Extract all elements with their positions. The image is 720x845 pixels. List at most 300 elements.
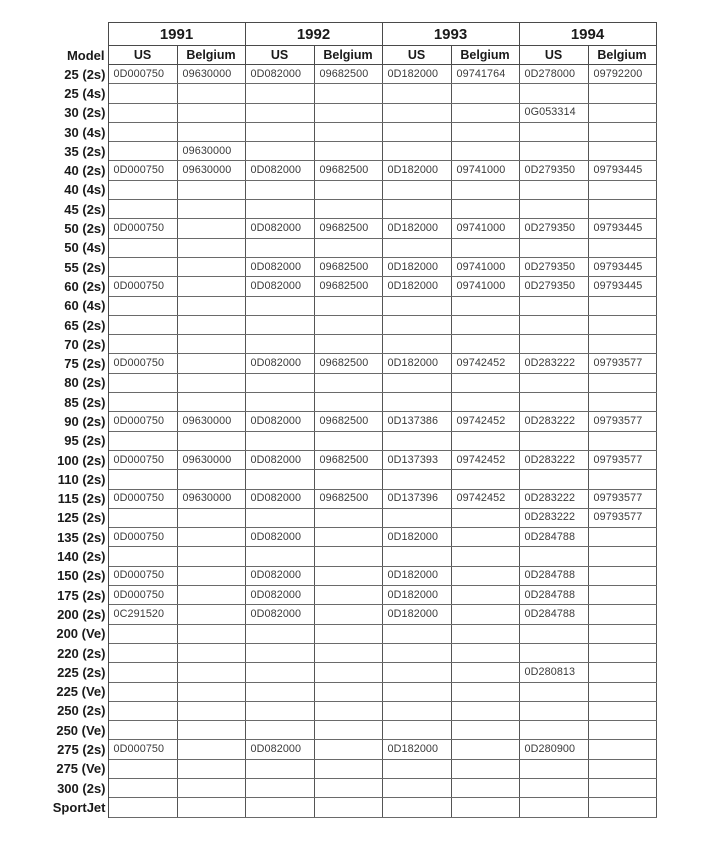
year-header-1992: 1992 xyxy=(245,23,382,46)
serial-cell-1991-us xyxy=(108,624,177,643)
serial-cell-1994-belgium xyxy=(588,547,656,566)
serial-cell-1994-us xyxy=(519,296,588,315)
serial-cell-1991-us xyxy=(108,84,177,103)
serial-cell-1994-belgium: 09793577 xyxy=(588,354,656,373)
serial-cell-1991-us xyxy=(108,778,177,797)
serial-cell-1991-us: 0D000750 xyxy=(108,450,177,469)
serial-cell-1991-belgium xyxy=(177,335,245,354)
region-header-row xyxy=(38,46,656,65)
serial-cell-1991-belgium xyxy=(177,238,245,257)
model-label: 200 (2s) xyxy=(38,605,108,624)
serial-cell-1991-us xyxy=(108,122,177,141)
serial-cell-1991-us xyxy=(108,393,177,412)
serial-cell-1992-belgium xyxy=(314,335,382,354)
table-row xyxy=(38,721,656,740)
serial-cell-1992-us: 0D082000 xyxy=(245,605,314,624)
serial-cell-1992-us: 0D082000 xyxy=(245,257,314,276)
serial-cell-1992-us xyxy=(245,721,314,740)
serial-cell-1991-us: 0D000750 xyxy=(108,219,177,238)
serial-cell-1993-belgium xyxy=(451,470,519,489)
serial-cell-1993-belgium xyxy=(451,335,519,354)
table-row xyxy=(38,122,656,141)
serial-cell-1991-us: 0D000750 xyxy=(108,412,177,431)
region-header-1994-belgium: Belgium xyxy=(588,46,656,65)
serial-cell-1992-us xyxy=(245,142,314,161)
serial-cell-1992-belgium xyxy=(314,103,382,122)
serial-cell-1992-us xyxy=(245,682,314,701)
table-row xyxy=(38,393,656,412)
serial-cell-1992-us xyxy=(245,373,314,392)
serial-cell-1992-us xyxy=(245,778,314,797)
serial-cell-1993-belgium xyxy=(451,200,519,219)
serial-cell-1993-us: 0D182000 xyxy=(382,277,451,296)
serial-cell-1994-us: 0D283222 xyxy=(519,508,588,527)
model-label: 175 (2s) xyxy=(38,586,108,605)
serial-cell-1993-us xyxy=(382,84,451,103)
table-row xyxy=(38,354,656,373)
region-header-1991-us: US xyxy=(108,46,177,65)
serial-cell-1992-us: 0D082000 xyxy=(245,219,314,238)
serial-cell-1992-us xyxy=(245,103,314,122)
serial-cell-1993-us xyxy=(382,200,451,219)
serial-cell-1993-belgium xyxy=(451,643,519,662)
serial-cell-1991-belgium xyxy=(177,778,245,797)
serial-cell-1994-us xyxy=(519,180,588,199)
serial-cell-1994-us xyxy=(519,624,588,643)
serial-cell-1992-belgium xyxy=(314,238,382,257)
serial-cell-1992-belgium: 09682500 xyxy=(314,219,382,238)
serial-cell-1994-belgium xyxy=(588,470,656,489)
serial-cell-1993-belgium xyxy=(451,778,519,797)
serial-cell-1992-belgium xyxy=(314,296,382,315)
serial-cell-1993-us xyxy=(382,315,451,334)
table-row xyxy=(38,65,656,84)
serial-cell-1994-belgium: 09792200 xyxy=(588,65,656,84)
serial-cell-1993-us xyxy=(382,798,451,817)
serial-cell-1994-us: 0D283222 xyxy=(519,412,588,431)
table-row xyxy=(38,547,656,566)
model-label: 100 (2s) xyxy=(38,450,108,469)
serial-cell-1994-belgium xyxy=(588,200,656,219)
serial-cell-1993-us: 0D182000 xyxy=(382,740,451,759)
serial-cell-1991-belgium xyxy=(177,84,245,103)
serial-cell-1993-belgium xyxy=(451,528,519,547)
serial-cell-1992-belgium xyxy=(314,605,382,624)
serial-cell-1994-us: 0D283222 xyxy=(519,354,588,373)
serial-cell-1993-belgium xyxy=(451,142,519,161)
serial-cell-1993-us xyxy=(382,180,451,199)
table-row xyxy=(38,84,656,103)
serial-cell-1992-belgium xyxy=(314,373,382,392)
serial-cell-1992-belgium: 09682500 xyxy=(314,450,382,469)
serial-cell-1994-us: 0D278000 xyxy=(519,65,588,84)
serial-cell-1994-us: 0D283222 xyxy=(519,489,588,508)
serial-cell-1993-belgium xyxy=(451,373,519,392)
serial-cell-1992-us: 0D082000 xyxy=(245,586,314,605)
serial-cell-1994-us: 0D280813 xyxy=(519,663,588,682)
serial-cell-1993-belgium xyxy=(451,740,519,759)
serial-cell-1993-belgium xyxy=(451,238,519,257)
table-row xyxy=(38,798,656,817)
serial-cell-1994-us xyxy=(519,701,588,720)
serial-cell-1991-belgium xyxy=(177,470,245,489)
table-row xyxy=(38,103,656,122)
serial-cell-1991-belgium xyxy=(177,740,245,759)
serial-cell-1994-belgium xyxy=(588,663,656,682)
model-label: 275 (Ve) xyxy=(38,759,108,778)
serial-cell-1992-us xyxy=(245,470,314,489)
serial-cell-1993-us xyxy=(382,470,451,489)
table-row xyxy=(38,489,656,508)
serial-cell-1993-belgium xyxy=(451,84,519,103)
serial-cell-1992-us xyxy=(245,84,314,103)
serial-cell-1991-us xyxy=(108,103,177,122)
serial-cell-1992-belgium xyxy=(314,122,382,141)
serial-cell-1993-belgium xyxy=(451,682,519,701)
model-label: 125 (2s) xyxy=(38,508,108,527)
model-label: 55 (2s) xyxy=(38,257,108,276)
serial-cell-1994-belgium xyxy=(588,296,656,315)
serial-cell-1994-belgium xyxy=(588,740,656,759)
region-header-1993-belgium: Belgium xyxy=(451,46,519,65)
serial-cell-1994-belgium: 09793445 xyxy=(588,161,656,180)
serial-cell-1991-us xyxy=(108,508,177,527)
region-header-1994-us: US xyxy=(519,46,588,65)
model-label: 95 (2s) xyxy=(38,431,108,450)
serial-cell-1991-belgium xyxy=(177,701,245,720)
serial-cell-1991-belgium xyxy=(177,122,245,141)
serial-cell-1992-us xyxy=(245,200,314,219)
serial-cell-1993-us xyxy=(382,296,451,315)
model-label: 115 (2s) xyxy=(38,489,108,508)
serial-cell-1992-belgium xyxy=(314,798,382,817)
table-row xyxy=(38,277,656,296)
table-row xyxy=(38,624,656,643)
serial-cell-1993-belgium xyxy=(451,508,519,527)
header-corner xyxy=(38,23,108,46)
region-header-1993-us: US xyxy=(382,46,451,65)
serial-cell-1993-belgium xyxy=(451,296,519,315)
serial-cell-1993-us: 0D182000 xyxy=(382,161,451,180)
serial-cell-1994-belgium xyxy=(588,721,656,740)
serial-cell-1992-belgium: 09682500 xyxy=(314,489,382,508)
serial-cell-1991-belgium xyxy=(177,219,245,238)
serial-cell-1991-us xyxy=(108,663,177,682)
model-label: 45 (2s) xyxy=(38,200,108,219)
model-label: 30 (4s) xyxy=(38,122,108,141)
table-row xyxy=(38,663,656,682)
serial-cell-1992-belgium: 09682500 xyxy=(314,65,382,84)
serial-cell-1991-us: 0D000750 xyxy=(108,277,177,296)
table-row xyxy=(38,219,656,238)
table-row xyxy=(38,586,656,605)
serial-cell-1993-us xyxy=(382,103,451,122)
serial-cell-1992-belgium xyxy=(314,180,382,199)
serial-cell-1992-belgium xyxy=(314,624,382,643)
serial-cell-1993-belgium: 09741000 xyxy=(451,277,519,296)
serial-cell-1993-us: 0D182000 xyxy=(382,528,451,547)
model-column-header: Model xyxy=(66,47,105,63)
serial-cell-1991-belgium xyxy=(177,566,245,585)
serial-cell-1992-belgium xyxy=(314,528,382,547)
serial-cell-1993-us: 0D182000 xyxy=(382,586,451,605)
serial-cell-1991-us xyxy=(108,180,177,199)
model-label: SportJet xyxy=(38,798,108,817)
serial-cell-1993-belgium xyxy=(451,701,519,720)
serial-cell-1993-us: 0D137396 xyxy=(382,489,451,508)
serial-cell-1991-belgium xyxy=(177,431,245,450)
serial-cell-1992-belgium xyxy=(314,315,382,334)
serial-cell-1994-belgium xyxy=(588,566,656,585)
region-header-1991-belgium: Belgium xyxy=(177,46,245,65)
model-label: 250 (Ve) xyxy=(38,721,108,740)
table-row xyxy=(38,180,656,199)
serial-cell-1991-belgium xyxy=(177,682,245,701)
year-header-1993: 1993 xyxy=(382,23,519,46)
serial-cell-1991-us: 0D000750 xyxy=(108,528,177,547)
serial-cell-1993-belgium: 09742452 xyxy=(451,489,519,508)
serial-cell-1994-belgium xyxy=(588,142,656,161)
serial-cell-1992-us: 0D082000 xyxy=(245,412,314,431)
serial-cell-1991-us xyxy=(108,296,177,315)
serial-cell-1994-us: 0D279350 xyxy=(519,257,588,276)
serial-cell-1994-us: 0G053314 xyxy=(519,103,588,122)
model-label: 150 (2s) xyxy=(38,566,108,585)
serial-cell-1991-belgium xyxy=(177,528,245,547)
serial-cell-1994-us xyxy=(519,798,588,817)
serial-cell-1993-us xyxy=(382,547,451,566)
serial-cell-1991-us xyxy=(108,142,177,161)
serial-cell-1992-us: 0D082000 xyxy=(245,354,314,373)
table-row xyxy=(38,508,656,527)
serial-cell-1994-belgium xyxy=(588,335,656,354)
serial-cell-1991-us: 0C291520 xyxy=(108,605,177,624)
model-label: 300 (2s) xyxy=(38,778,108,797)
serial-cell-1993-belgium xyxy=(451,122,519,141)
serial-cell-1994-belgium xyxy=(588,798,656,817)
serial-cell-1994-belgium xyxy=(588,528,656,547)
serial-cell-1993-us xyxy=(382,393,451,412)
serial-cell-1994-belgium xyxy=(588,84,656,103)
serial-cell-1993-us xyxy=(382,778,451,797)
serial-cell-1992-belgium xyxy=(314,547,382,566)
serial-cell-1991-belgium xyxy=(177,547,245,566)
serial-number-table xyxy=(38,22,657,818)
table-row xyxy=(38,450,656,469)
serial-cell-1994-belgium xyxy=(588,778,656,797)
serial-cell-1992-us xyxy=(245,335,314,354)
serial-cell-1991-belgium xyxy=(177,759,245,778)
table-row xyxy=(38,643,656,662)
serial-cell-1992-belgium xyxy=(314,663,382,682)
serial-cell-1993-belgium xyxy=(451,605,519,624)
serial-cell-1991-belgium xyxy=(177,200,245,219)
serial-cell-1993-belgium xyxy=(451,315,519,334)
serial-cell-1993-belgium: 09741764 xyxy=(451,65,519,84)
table-body xyxy=(38,65,656,818)
serial-cell-1992-belgium xyxy=(314,759,382,778)
serial-cell-1991-us xyxy=(108,682,177,701)
serial-cell-1994-belgium xyxy=(588,122,656,141)
model-label: 40 (2s) xyxy=(38,161,108,180)
table-row xyxy=(38,740,656,759)
serial-cell-1991-belgium xyxy=(177,296,245,315)
table-row xyxy=(38,701,656,720)
serial-cell-1991-belgium: 09630000 xyxy=(177,412,245,431)
table-row xyxy=(38,373,656,392)
serial-cell-1992-us: 0D082000 xyxy=(245,740,314,759)
serial-cell-1991-us xyxy=(108,238,177,257)
model-label: 80 (2s) xyxy=(38,373,108,392)
serial-cell-1991-us xyxy=(108,257,177,276)
serial-cell-1991-us xyxy=(108,701,177,720)
serial-cell-1994-belgium xyxy=(588,759,656,778)
serial-cell-1994-belgium xyxy=(588,238,656,257)
serial-cell-1993-us xyxy=(382,142,451,161)
serial-cell-1993-us xyxy=(382,643,451,662)
serial-cell-1992-belgium: 09682500 xyxy=(314,257,382,276)
year-header-1991: 1991 xyxy=(108,23,245,46)
serial-cell-1992-belgium xyxy=(314,778,382,797)
serial-cell-1991-us: 0D000750 xyxy=(108,740,177,759)
serial-cell-1992-belgium xyxy=(314,142,382,161)
serial-cell-1992-belgium xyxy=(314,586,382,605)
serial-cell-1992-us: 0D082000 xyxy=(245,65,314,84)
model-label: 60 (4s) xyxy=(38,296,108,315)
model-label: 275 (2s) xyxy=(38,740,108,759)
serial-cell-1994-us: 0D279350 xyxy=(519,161,588,180)
serial-cell-1993-us xyxy=(382,721,451,740)
serial-cell-1992-us xyxy=(245,663,314,682)
serial-cell-1992-us xyxy=(245,624,314,643)
serial-cell-1991-belgium: 09630000 xyxy=(177,142,245,161)
serial-cell-1991-belgium xyxy=(177,605,245,624)
serial-cell-1992-us xyxy=(245,431,314,450)
serial-cell-1993-belgium: 09742452 xyxy=(451,450,519,469)
serial-cell-1992-belgium xyxy=(314,431,382,450)
serial-cell-1992-belgium xyxy=(314,682,382,701)
serial-cell-1994-us: 0D279350 xyxy=(519,277,588,296)
serial-cell-1992-us xyxy=(245,180,314,199)
serial-cell-1991-us xyxy=(108,470,177,489)
serial-cell-1993-us xyxy=(382,335,451,354)
serial-cell-1992-belgium xyxy=(314,200,382,219)
serial-cell-1994-us xyxy=(519,778,588,797)
serial-cell-1992-belgium xyxy=(314,508,382,527)
serial-cell-1991-belgium xyxy=(177,180,245,199)
serial-cell-1991-us xyxy=(108,315,177,334)
serial-cell-1993-belgium: 09742452 xyxy=(451,354,519,373)
serial-cell-1993-belgium xyxy=(451,393,519,412)
serial-cell-1992-us xyxy=(245,238,314,257)
serial-cell-1992-belgium: 09682500 xyxy=(314,354,382,373)
serial-cell-1992-us: 0D082000 xyxy=(245,277,314,296)
serial-cell-1993-us: 0D182000 xyxy=(382,65,451,84)
table-row xyxy=(38,566,656,585)
serial-cell-1994-us xyxy=(519,470,588,489)
table-row xyxy=(38,778,656,797)
serial-cell-1993-belgium xyxy=(451,103,519,122)
serial-cell-1993-us xyxy=(382,373,451,392)
serial-cell-1991-belgium xyxy=(177,624,245,643)
serial-cell-1993-us xyxy=(382,624,451,643)
serial-cell-1994-us xyxy=(519,643,588,662)
serial-cell-1992-us: 0D082000 xyxy=(245,450,314,469)
serial-cell-1992-belgium: 09682500 xyxy=(314,277,382,296)
serial-cell-1991-belgium xyxy=(177,354,245,373)
model-label: 225 (2s) xyxy=(38,663,108,682)
model-label: 250 (2s) xyxy=(38,701,108,720)
serial-cell-1994-belgium xyxy=(588,682,656,701)
serial-cell-1994-belgium xyxy=(588,431,656,450)
serial-cell-1992-us: 0D082000 xyxy=(245,528,314,547)
serial-cell-1993-belgium: 09741000 xyxy=(451,257,519,276)
serial-cell-1991-belgium xyxy=(177,721,245,740)
serial-cell-1991-us xyxy=(108,547,177,566)
table-row xyxy=(38,605,656,624)
serial-cell-1992-belgium: 09682500 xyxy=(314,412,382,431)
serial-cell-1991-belgium xyxy=(177,373,245,392)
serial-cell-1991-us: 0D000750 xyxy=(108,161,177,180)
serial-cell-1993-us: 0D182000 xyxy=(382,257,451,276)
model-label: 110 (2s) xyxy=(38,470,108,489)
serial-cell-1991-us xyxy=(108,643,177,662)
serial-cell-1993-us: 0D182000 xyxy=(382,605,451,624)
serial-cell-1991-belgium xyxy=(177,103,245,122)
serial-cell-1994-belgium xyxy=(588,586,656,605)
serial-cell-1991-us: 0D000750 xyxy=(108,566,177,585)
region-header-1992-belgium: Belgium xyxy=(314,46,382,65)
table-row xyxy=(38,682,656,701)
model-label: 225 (Ve) xyxy=(38,682,108,701)
model-label: 70 (2s) xyxy=(38,335,108,354)
serial-cell-1992-us xyxy=(245,393,314,412)
serial-cell-1993-us xyxy=(382,508,451,527)
serial-cell-1993-belgium xyxy=(451,180,519,199)
serial-cell-1993-us: 0D137386 xyxy=(382,412,451,431)
serial-cell-1993-us xyxy=(382,701,451,720)
serial-cell-1994-belgium: 09793577 xyxy=(588,450,656,469)
serial-cell-1994-belgium xyxy=(588,373,656,392)
serial-cell-1991-belgium xyxy=(177,643,245,662)
serial-cell-1991-us xyxy=(108,431,177,450)
table-row xyxy=(38,238,656,257)
serial-cell-1993-us xyxy=(382,431,451,450)
serial-cell-1991-us xyxy=(108,335,177,354)
serial-cell-1991-belgium: 09630000 xyxy=(177,450,245,469)
serial-cell-1992-us: 0D082000 xyxy=(245,566,314,585)
table-row xyxy=(38,335,656,354)
serial-cell-1991-us xyxy=(108,721,177,740)
serial-cell-1994-us: 0D284788 xyxy=(519,605,588,624)
serial-cell-1992-us xyxy=(245,643,314,662)
serial-cell-1991-us: 0D000750 xyxy=(108,354,177,373)
serial-cell-1994-us: 0D284788 xyxy=(519,566,588,585)
serial-cell-1994-us xyxy=(519,682,588,701)
serial-cell-1994-belgium: 09793445 xyxy=(588,277,656,296)
table-row xyxy=(38,296,656,315)
serial-cell-1992-belgium xyxy=(314,470,382,489)
model-label: 85 (2s) xyxy=(38,393,108,412)
model-label: 75 (2s) xyxy=(38,354,108,373)
serial-cell-1994-us: 0D284788 xyxy=(519,528,588,547)
year-header-row xyxy=(38,23,656,46)
model-label: 60 (2s) xyxy=(38,277,108,296)
serial-cell-1991-us: 0D000750 xyxy=(108,65,177,84)
serial-cell-1994-belgium xyxy=(588,643,656,662)
table-row xyxy=(38,161,656,180)
serial-cell-1993-belgium xyxy=(451,566,519,585)
